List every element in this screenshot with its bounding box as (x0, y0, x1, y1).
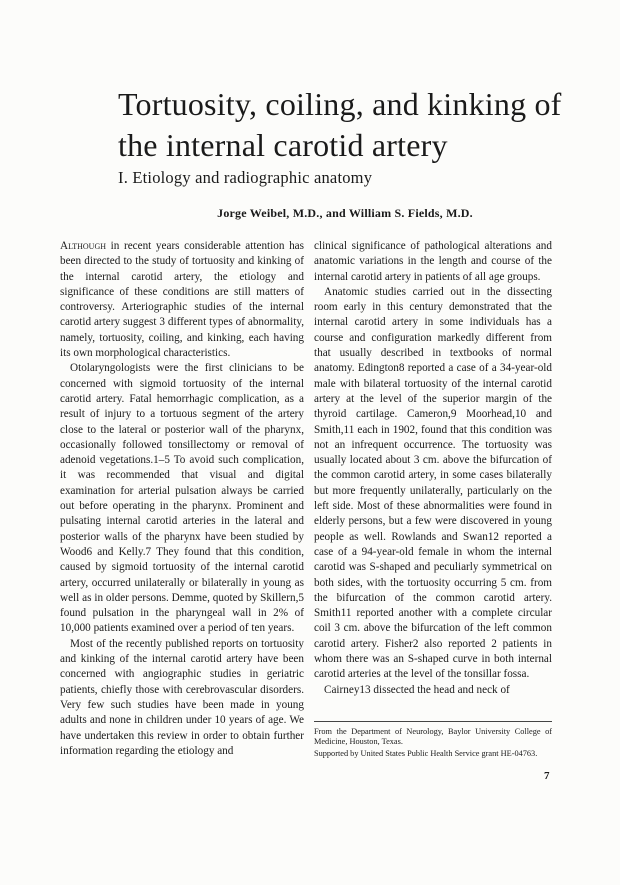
footnote-divider (314, 721, 552, 722)
paragraph: Cairney13 dissected the head and neck of (324, 683, 510, 696)
paragraph (60, 239, 304, 361)
paragraph: Most of the recently published reports on tortuosity and kinking of the internal carotid artery have been concerned with angiographic studies in geriatric patients, chiefly those with cerebrovascular disorders. Very few such studies have been made in young adults and none in children under 10 years of age. We have undertaken this review in order to obtain further information regarding the etiology and (60, 637, 304, 757)
footnotes (314, 727, 552, 760)
title-line-1: Tortuosity, coiling, and kinking of (118, 86, 562, 122)
footnote-support: Supported by United States Public Health Service grant HE-04763. (314, 748, 538, 758)
title-line-2: the internal carotid artery (118, 127, 448, 163)
paragraph-text: in recent years considerable attention has been directed to the study of tortuosity and kinking of the internal carotid artery, the etiology and significance of these conditions are still matters of controversy. Arteriographic studies of the internal carotid artery suggest 3 different types of abnormality, namely, tortuosity, coiling, and kinking, each having its own morphological characteristics. (60, 240, 304, 360)
right-column (314, 239, 552, 698)
page-number: 7 (544, 770, 550, 782)
footnote-affiliation: From the Department of Neurology, Baylor University College of Medicine, Houston, Texas. (314, 727, 552, 747)
article-title (118, 84, 588, 166)
left-column (60, 239, 304, 759)
drop-word: Although (60, 240, 107, 252)
paragraph: Anatomic studies carried out in the dissecting room early in this century demonstrated that the internal carotid artery in some individuals has a course and configuration markedly different from that usually described in textbooks of normal anatomy. Edington8 reported a case of a 34-year-old male with bilateral tortuosity of the internal carotid artery at the level of the superior margin of the thyroid cartilage. Cameron,9 Moorhead,10 and Smith,11 each in 1902, found that this condition was not an infrequent occurrence. The tortuosity was usually located about 3 cm. above the bifurcation of the common carotid artery, in some cases bilaterally but more frequently unilaterally, particularly on the left side. Most of these abnormalities were found in elderly persons, but a few were discovered in young people as well. Rowlands and Swan12 reported a case of a 94-year-old female in whom the internal carotid was S-shaped and peculiarly symmetrical on both sides, with the tortuosity occurring 5 cm. from the bifurcation of the common carotid artery. Smith11 reported another with a complete circular coil 3 cm. above the bifurcation of the left common carotid artery. Fisher2 also reported 2 patients in whom there was an S-shaped curve in both internal carotid arteries at the level of the tonsillar fossa. (314, 285, 552, 681)
paragraph: Otolaryngologists were the first clinicians to be concerned with sigmoid tortuosity of the internal carotid artery. Fatal hemorrhagic complication, as a result of injury to a tortuous segment of the artery close to the lateral or posterior wall of the pharynx, occasionally followed tonsillectomy or removal of adenoid vegetations.1–5 To avoid such complication, it was recommended that visual and digital examination for arterial pulsation always be carried out before operating in the pharynx. Prominent and pulsating internal carotid arteries in the lateral and posterior walls of the pharynx have been studied by Wood6 and Kelly.7 They found that this condition, caused by sigmoid tortuosity of the internal carotid artery, occurred unilaterally or bilaterally in young as well as in older persons. Demme, quoted by Skillern,5 found pulsation in the pharyngeal wall in 2% of 10,000 patients examined over a period of ten years. (60, 362, 304, 635)
paragraph: clinical significance of pathological alterations and anatomic variations in the length and course of the internal carotid artery in patients of all age groups. (314, 240, 552, 283)
article-subtitle: I. Etiology and radiographic anatomy (118, 168, 373, 187)
author-line (0, 206, 620, 221)
authors: Jorge Weibel, M.D., and William S. Fields, M.D. (217, 206, 473, 220)
